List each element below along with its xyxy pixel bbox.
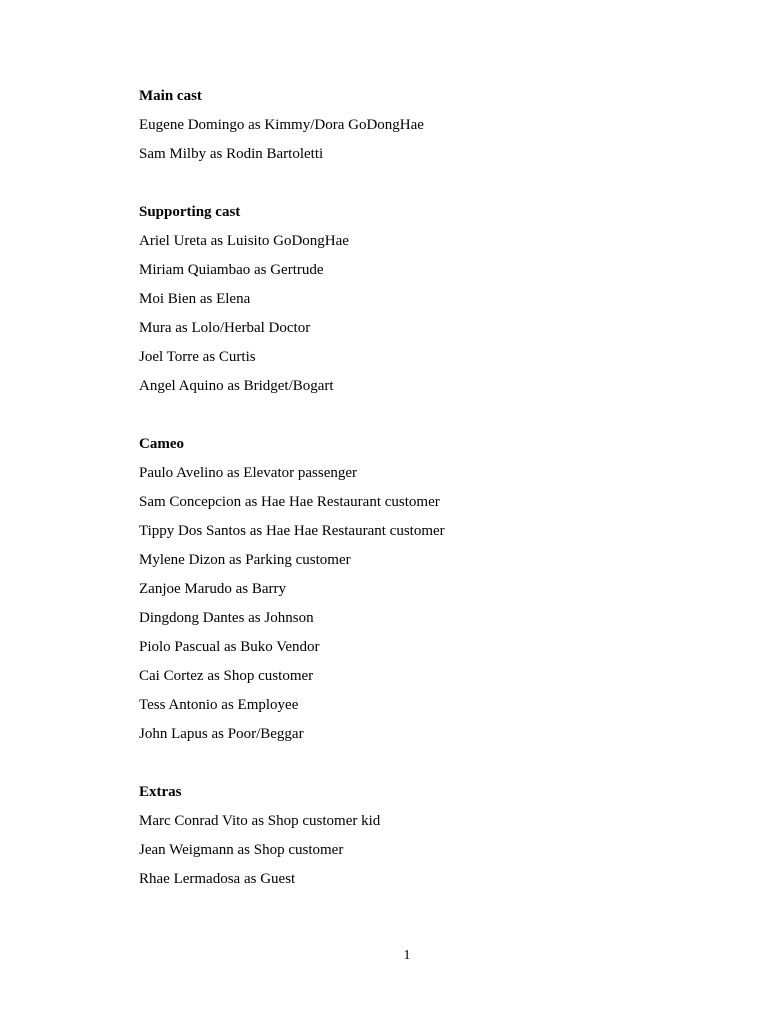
cast-list: [139, 86, 699, 898]
section-supporting-cast: [139, 202, 699, 405]
cast-entry: Moi Bien as Elena: [139, 291, 251, 307]
section-extras: [139, 782, 699, 898]
cast-entry: Jean Weigmann as Shop customer: [139, 842, 344, 858]
cast-entry: Eugene Domingo as Kimmy/Dora GoDongHae: [139, 117, 424, 133]
cast-entry: Sam Concepcion as Hae Hae Restaurant customer: [139, 494, 440, 510]
section-heading: Extras: [139, 784, 182, 800]
section-heading: Cameo: [139, 436, 184, 452]
section-heading: Supporting cast: [139, 204, 241, 220]
cast-entry: Sam Milby as Rodin Bartoletti: [139, 146, 324, 162]
cast-entry: Rhae Lermadosa as Guest: [139, 871, 296, 887]
cast-entry: Cai Cortez as Shop customer: [139, 668, 314, 684]
page-number: 1: [403, 948, 411, 963]
section-heading: Main cast: [139, 88, 202, 104]
cast-entry: Paulo Avelino as Elevator passenger: [139, 465, 357, 481]
section-main-cast: [139, 86, 699, 173]
cast-entry: Zanjoe Marudo as Barry: [139, 581, 287, 597]
cast-entry: Miriam Quiambao as Gertrude: [139, 262, 324, 278]
cast-entry: Tippy Dos Santos as Hae Hae Restaurant customer: [139, 523, 445, 539]
cast-entry: Mura as Lolo/Herbal Doctor: [139, 320, 311, 336]
cast-entry: Joel Torre as Curtis: [139, 349, 256, 365]
cast-entry: Dingdong Dantes as Johnson: [139, 610, 314, 626]
cast-entry: Mylene Dizon as Parking customer: [139, 552, 351, 568]
cast-entry: Marc Conrad Vito as Shop customer kid: [139, 813, 381, 829]
cast-entry: Ariel Ureta as Luisito GoDongHae: [139, 233, 349, 249]
cast-entry: Angel Aquino as Bridget/Bogart: [139, 378, 334, 394]
cast-entry: John Lapus as Poor/Beggar: [139, 726, 304, 742]
cast-entry: Piolo Pascual as Buko Vendor: [139, 639, 320, 655]
section-cameo: [139, 434, 699, 753]
cast-entry: Tess Antonio as Employee: [139, 697, 299, 713]
